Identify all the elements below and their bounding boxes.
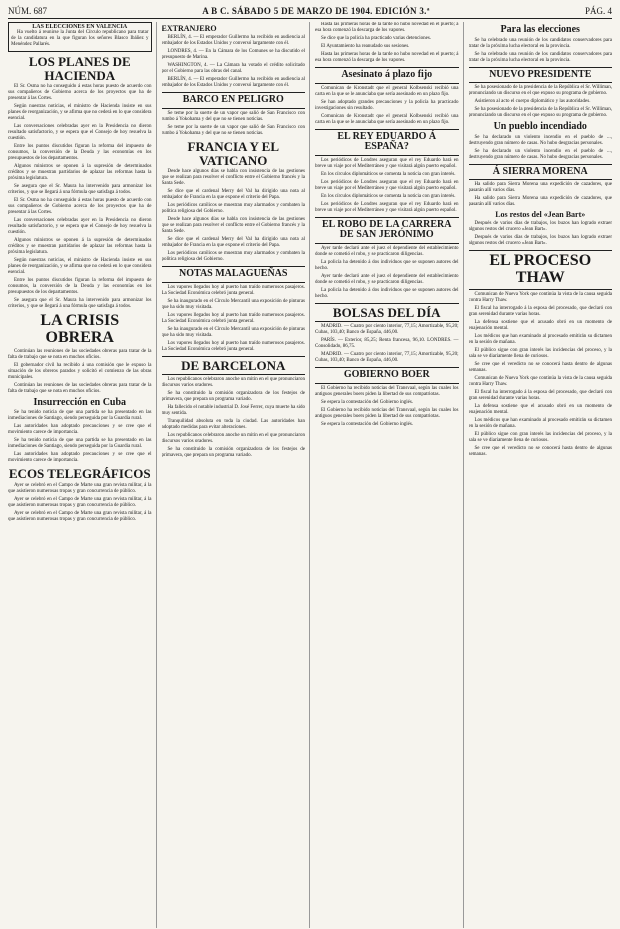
article-text: Se ha inaugurado en el Círculo Mercantil una exposición de pinturas que ha sido muy visitada.: [161, 298, 305, 310]
article-text: BERLÍN, 4. — El emperador Guillermo ha recibido en audiencia al embajador de los Estados Unidos y conversó largamente con él.: [161, 77, 305, 89]
headline-barcelona: DE BARCELONA: [162, 356, 306, 376]
article-text: Ayer tarde declaró ante el juez el dependiente del establecimiento donde se cometió el robo, y se practicaron diligencias.: [315, 273, 459, 285]
article-text: Entre los puntos discutidos figuran la reforma del impuesto de consumos, la conversión de la Deuda y las economías en los presupuestos de los departamentos.: [8, 278, 152, 296]
article-text: Se teme por la suerte de un vapor que salió de San Francisco con rumbo á Yokohama y del que no se tienen noticias.: [161, 124, 305, 136]
article-text: Comunican de Nueva York que continúa la vista de la causa seguida contra Harry Thaw.: [468, 375, 612, 387]
headline-extranjero: EXTRANJERO: [161, 24, 217, 33]
article-text: Se dice que la policía ha practicado varias detenciones.: [321, 36, 432, 41]
masthead: [8, 4, 612, 19]
article-text: Hasta las primeras horas de la tarde no hubo novedad en el puerto; á esa hora comenzó la descarga de los vapores.: [315, 52, 459, 63]
headline-rey-eduardo: EL REY EDUARDO Á ESPAÑA?: [315, 129, 459, 156]
article-text: Tranquilidad absoluta en toda la ciudad. Las autoridades han adoptado medidas para evitar alteraciones.: [161, 419, 305, 431]
article-text: La defensa sostiene que el acusado obró en un momento de enajenación mental.: [468, 403, 612, 415]
article-text: Ha salido para Sierra Morena una expedición de cazadores, que pasarán allí varios días.: [468, 196, 612, 207]
elections-title: LAS ELECCIONES EN VALENCIA: [32, 24, 128, 30]
article-text: Entre los puntos discutidos figuran la reforma del impuesto de consumos, la conversión de la Deuda y las economías en los presupuestos de los departamentos.: [8, 144, 152, 162]
article-text: Se ha posesionado de la presidencia de la República el Sr. Williman, pronunciando un discurso en el que expuso su programa de gobierno.: [468, 107, 612, 118]
article-text: Comunican de Kronstadt que el general Kolbsenski recibió una carta en la que se le anunciaba que sería asesinado en un plazo fijo.: [315, 113, 459, 125]
article-text: Algunos ministros se oponen á la supresión de determinados créditos y se muestran partidarios de aplazar las reformas hasta la próxima legislatura.: [8, 238, 152, 256]
article-text: El Gobierno ha recibido noticias del Transvaal, según las cuales los antiguos generales boers piden la libertad de sus compatriotas.: [315, 407, 459, 419]
article-text: Se ha declarado un violento incendio en el pueblo de ..., destruyendo gran número de casas. No hubo desgracias personales.: [468, 148, 612, 160]
column-3: [315, 22, 464, 928]
article-text: Las autoridades han adoptado precauciones y se cree que el movimiento carece de importancia.: [8, 452, 152, 464]
headline-incendio: Un pueblo incendiado: [493, 121, 587, 132]
article-text: El gobernador civil ha recibido á una comisión que le expuso la situación de los obreros parados y solicitó el comienzo de las obras municipales.: [8, 362, 152, 380]
issue-number: NÚM. 687: [8, 6, 48, 16]
article-text: Hasta las primeras horas de la tarde no hubo novedad en el puerto; á esa hora comenzó la descarga de los vapores.: [315, 22, 459, 33]
article-text: Los vapores llegados hoy al puerto han traído numerosos pasajeros. La Sociedad Económica celebró junta general.: [161, 312, 305, 324]
article-text: WASHINGTON, 4. — La Cámara ha votado el crédito solicitado por el Gobierno para las obras del canal.: [161, 63, 305, 75]
article-text: Se ha posesionado de la presidencia de la República el Sr. Williman, pronunciando un discurso en el que expuso su programa de gobierno.: [468, 85, 612, 96]
article-text: El Sr. Osma no ha conseguido á estas horas puesto de acuerdo con sus compañeros de Gobierno acerca de los proyectos que ha de presentar á las Cortes.: [8, 198, 152, 216]
article-text: Desde hace algunos días se habla con insistencia de las gestiones que se realizan para resolver el conflicto entre el Gobierno francés y la Santa Sede.: [161, 169, 305, 187]
article-text: Se ha constituido la comisión organizadora de los festejos de primavera, que prepara un programa variado.: [161, 391, 305, 403]
headline-hacienda: LOS PLANES DE HACIENDA: [28, 54, 131, 83]
article-text: Se han adoptado grandes precauciones y la policía ha practicado investigaciones sin resultado.: [315, 99, 459, 111]
article-text: Continúan las reuniones de las sociedades obreras para tratar de la falta de trabajo que se nota en muchos oficios.: [8, 382, 152, 394]
article-text: Asistieron al acto el cuerpo diplomático y las autoridades.: [474, 99, 591, 104]
article-text: Se cree que el veredicto no se conocerá hasta dentro de algunas semanas.: [468, 361, 612, 373]
article-text: Se dice que el cardenal Merry del Val ha dirigido una nota al embajador de Francia en la que expone el criterio del Papa.: [161, 237, 305, 249]
column-4: [469, 22, 613, 928]
article-text: Ayer tarde declaró ante el juez el dependiente del establecimiento donde se cometió el robo, y se practicaron diligencias.: [315, 245, 459, 257]
headline-barco: BARCO EN PELIGRO: [162, 92, 306, 109]
article-text: Las conversaciones celebradas ayer en la Presidencia no dieron resultado satisfactorio, y se espera que el Consejo de hoy resuelva la cuestión.: [8, 124, 152, 142]
headline-cuba: Insurrección en Cuba: [33, 396, 127, 408]
article-text: MADRID. — Cuatro por ciento interior, 77,15; Amortizable, 95,20; Cubas, 103,40; Banco de España, 446,00.: [315, 324, 459, 336]
article-text: El fiscal ha interrogado á la esposa del procesado, que declaró con gran serenidad durante varias horas.: [468, 389, 612, 401]
elections-box: [8, 22, 152, 52]
article-text: Ha salido para Sierra Morena una expedición de cazadores, que pasarán allí varios días.: [468, 182, 612, 193]
headline-ecos: ECOS TELEGRÁFICOS: [8, 466, 151, 482]
article-text: Algunos ministros se oponen á la supresión de determinados créditos y se muestran partidarios de aplazar las reformas hasta la próxima legislatura.: [8, 164, 152, 182]
article-text: Las autoridades han adoptado precauciones y se cree que el movimiento carece de importancia.: [8, 424, 152, 436]
columns: [8, 22, 612, 928]
headline-boer: GOBIERNO BOER: [315, 367, 459, 384]
article-text: Se ha celebrado una reunión de los candidatos conservadores para tratar de la próxima lucha electoral en la provincia.: [468, 51, 612, 63]
article-text: Se ha tenido noticia de que una partida se ha presentado en las inmediaciones de Santiago, siendo perseguida por la Guardia rural.: [8, 410, 152, 422]
article-text: PARÍS. — Exterior, 85,25; Renta francesa, 96,10. LONDRES. — Consolidado, 86,75.: [315, 338, 459, 350]
headline-proceso-thaw: EL PROCESO THAW: [469, 250, 613, 290]
article-text: En los círculos diplomáticos se comenta la noticia con gran interés.: [321, 193, 456, 199]
article-text: BERLÍN, 4. — El emperador Guillermo ha recibido en audiencia al embajador de los Estados Unidos y conversó largamente con él.: [161, 35, 305, 47]
article-text: El Ayuntamiento ha reanudado sus sesiones.: [321, 44, 410, 49]
article-text: Se asegura que el Sr. Maura ha intervenido para armonizar los criterios, y que se llegará á una fórmula que satisfaga á todos.: [8, 184, 152, 196]
article-text: El Sr. Osma no ha conseguido á estas horas puesto de acuerdo con sus compañeros de Gobierno acerca de los proyectos que ha de presentar á las Cortes.: [8, 84, 152, 102]
article-text: La policía ha detenido á dos individuos que se suponen autores del hecho.: [315, 287, 459, 299]
article-text: Según nuestras noticias, el ministro de Hacienda insiste en sus planes de reorganización, y se afirma que no cederá en lo que considera esencial.: [8, 104, 152, 122]
article-text: Se dice que el cardenal Merry del Val ha dirigido una nota al embajador de Francia en la que expone el criterio del Papa.: [161, 189, 305, 201]
headline-francia: FRANCIA Y EL VATICANO: [187, 138, 279, 168]
article-text: MADRID. — Cuatro por ciento interior, 77,15; Amortizable, 95,20; Cubas, 103,40; Banco de España, 446,00.: [315, 352, 459, 364]
article-text: Se asegura que el Sr. Maura ha intervenido para armonizar los criterios, y que se llegará á una fórmula que satisfaga á todos.: [8, 298, 152, 310]
article-text: LONDRES, 4. — En la Cámara de los Comunes se ha discutido el presupuesto de Marina.: [161, 49, 305, 61]
headline-malaguenas: NOTAS MALAGUEÑAS: [162, 266, 306, 283]
column-1: [8, 22, 157, 928]
article-text: Se ha constituido la comisión organizadora de los festejos de primavera, que prepara un programa variado.: [161, 447, 305, 459]
article-text: El fiscal ha interrogado á la esposa del procesado, que declaró con gran serenidad durante varias horas.: [468, 305, 612, 317]
article-text: Se espera la contestación del Gobierno inglés.: [321, 399, 414, 405]
article-text: El público sigue con gran interés las incidencias del proceso, y la sala se ve diariamente llena de curiosos.: [468, 431, 612, 443]
article-text: Se cree que el veredicto no se conocerá hasta dentro de algunas semanas.: [468, 445, 612, 457]
elections-text: Ha vuelto á reunirse la Junta del Círculo republicano para tratar de la candidatura en la que figuran los señores Blasco Ibáñez y Menéndez Pallarés.: [11, 30, 149, 47]
article-text: Según nuestras noticias, el ministro de Hacienda insiste en sus planes de reorganización, y se afirma que no cederá en lo que considera esencial.: [8, 258, 152, 276]
article-text: Los periódicos católicos se muestran muy alarmados y combaten la política religiosa del Gobierno.: [161, 251, 305, 263]
article-text: Los periódicos de Londres aseguran que el rey Eduardo hará en breve un viaje por el Mediterráneo y que visitará algún puerto español.: [315, 157, 459, 169]
headline-crisis-obrera: LA CRISIS OBRERA: [40, 312, 120, 347]
article-text: Los médicos que han examinado al procesado emitirán su dictamen en la sesión de mañana.: [468, 333, 612, 345]
article-text: La policía ha detenido á dos individuos que se suponen autores del hecho.: [315, 259, 459, 271]
article-text: Comunican de Nueva York que continúa la vista de la causa seguida contra Harry Thaw.: [468, 291, 612, 303]
headline-presidente: NUEVO PRESIDENTE: [469, 67, 613, 84]
article-text: Las conversaciones celebradas ayer en la Presidencia no dieron resultado satisfactorio, y se espera que el Consejo de hoy resuelva la cuestión.: [8, 218, 152, 236]
article-text: Los periódicos católicos se muestran muy alarmados y combaten la política religiosa del Gobierno.: [161, 203, 305, 215]
article-text: Continúan las reuniones de las sociedades obreras para tratar de la falta de trabajo que se nota en muchos oficios.: [8, 348, 152, 360]
article-text: Ayer se celebró en el Campo de Marte una gran revista militar, á la que asistieron numerosas tropas y gran concurrencia de público.: [8, 497, 152, 509]
headline-bolsas: BOLSAS DEL DÍA: [315, 303, 459, 323]
article-text: Se ha tenido noticia de que una partida se ha presentado en las inmediaciones de Santiago, siendo perseguida por la Guardia rural.: [8, 438, 152, 450]
article-text: Desde hace algunos días se habla con insistencia de las gestiones que se realizan para resolver el conflicto entre el Gobierno francés y la Santa Sede.: [161, 217, 305, 235]
article-text: La defensa sostiene que el acusado obró en un momento de enajenación mental.: [468, 319, 612, 331]
page-number: PÁG. 4: [584, 6, 612, 16]
article-text: Después de varios días de trabajos, los buzos han logrado extraer algunos restos del crucero «Jean Bart».: [468, 221, 612, 233]
article-text: Después de varios días de trabajos, los buzos han logrado extraer algunos restos del crucero «Jean Bart».: [468, 235, 612, 247]
article-text: Los médicos que han examinado al procesado emitirán su dictamen en la sesión de mañana.: [468, 417, 612, 429]
article-text: En los círculos diplomáticos se comenta la noticia con gran interés.: [321, 171, 456, 177]
article-text: Los periódicos de Londres aseguran que el rey Eduardo hará en breve un viaje por el Mediterráneo y que visitará algún puerto español.: [315, 201, 459, 213]
article-text: Se espera la contestación del Gobierno inglés.: [321, 421, 414, 427]
headline-elecciones: Para las elecciones: [500, 24, 580, 35]
article-text: Los vapores llegados hoy al puerto han traído numerosos pasajeros. La Sociedad Económica celebró junta general.: [161, 284, 305, 296]
column-2: [162, 22, 311, 928]
article-text: Los republicanos celebraron anoche un mitin en el que pronunciaron discursos varios oradores.: [161, 433, 305, 445]
article-text: El Gobierno ha recibido noticias del Transvaal, según las cuales los antiguos generales boers piden la libertad de sus compatriotas.: [315, 385, 459, 397]
article-text: Se ha celebrado una reunión de los candidatos conservadores para tratar de la próxima lucha electoral en la provincia.: [468, 37, 612, 49]
headline-robo: EL ROBO DE LA CARRERA DE SAN JERÓNIMO: [315, 217, 459, 244]
article-text: Ha fallecido el notable industrial D. José Ferrer, cuya muerte ha sido muy sentida.: [161, 405, 305, 417]
article-text: Los vapores llegados hoy al puerto han traído numerosos pasajeros. La Sociedad Económica celebró junta general.: [161, 340, 305, 352]
article-text: Ayer se celebró en el Campo de Marte una gran revista militar, á la que asistieron numerosas tropas y gran concurrencia de público.: [8, 511, 152, 523]
article-text: El público sigue con gran interés las incidencias del proceso, y la sala se ve diariamente llena de curiosos.: [468, 347, 612, 359]
headline-sierra-morena: Á SIERRA MORENA: [469, 164, 613, 181]
masthead-title: A B C. SÁBADO 5 DE MARZO DE 1904. EDICIÓN 3.ª: [202, 6, 430, 16]
article-text: Los republicanos celebraron anoche un mitin en el que pronunciaron discursos varios oradores.: [161, 377, 305, 389]
article-text: Se ha inaugurado en el Círculo Mercantil una exposición de pinturas que ha sido muy visitada.: [161, 326, 305, 338]
headline-asesinato: Asesinato á plazo fijo: [315, 67, 459, 84]
headline-jean-bart: Los restos del «Jean Bart»: [495, 210, 586, 219]
article-text: Se ha declarado un violento incendio en el pueblo de ..., destruyendo gran número de casas. No hubo desgracias personales.: [468, 134, 612, 146]
article-text: Se teme por la suerte de un vapor que salió de San Francisco con rumbo á Yokohama y del que no se tienen noticias.: [161, 110, 305, 122]
article-text: Los periódicos de Londres aseguran que el rey Eduardo hará en breve un viaje por el Mediterráneo y que visitará algún puerto español.: [315, 179, 459, 191]
article-text: Comunican de Kronstadt que el general Kolbsenski recibió una carta en la que se le anunciaba que sería asesinado en un plazo fijo.: [315, 85, 459, 97]
article-text: Ayer se celebró en el Campo de Marte una gran revista militar, á la que asistieron numerosas tropas y gran concurrencia de público.: [8, 483, 152, 495]
